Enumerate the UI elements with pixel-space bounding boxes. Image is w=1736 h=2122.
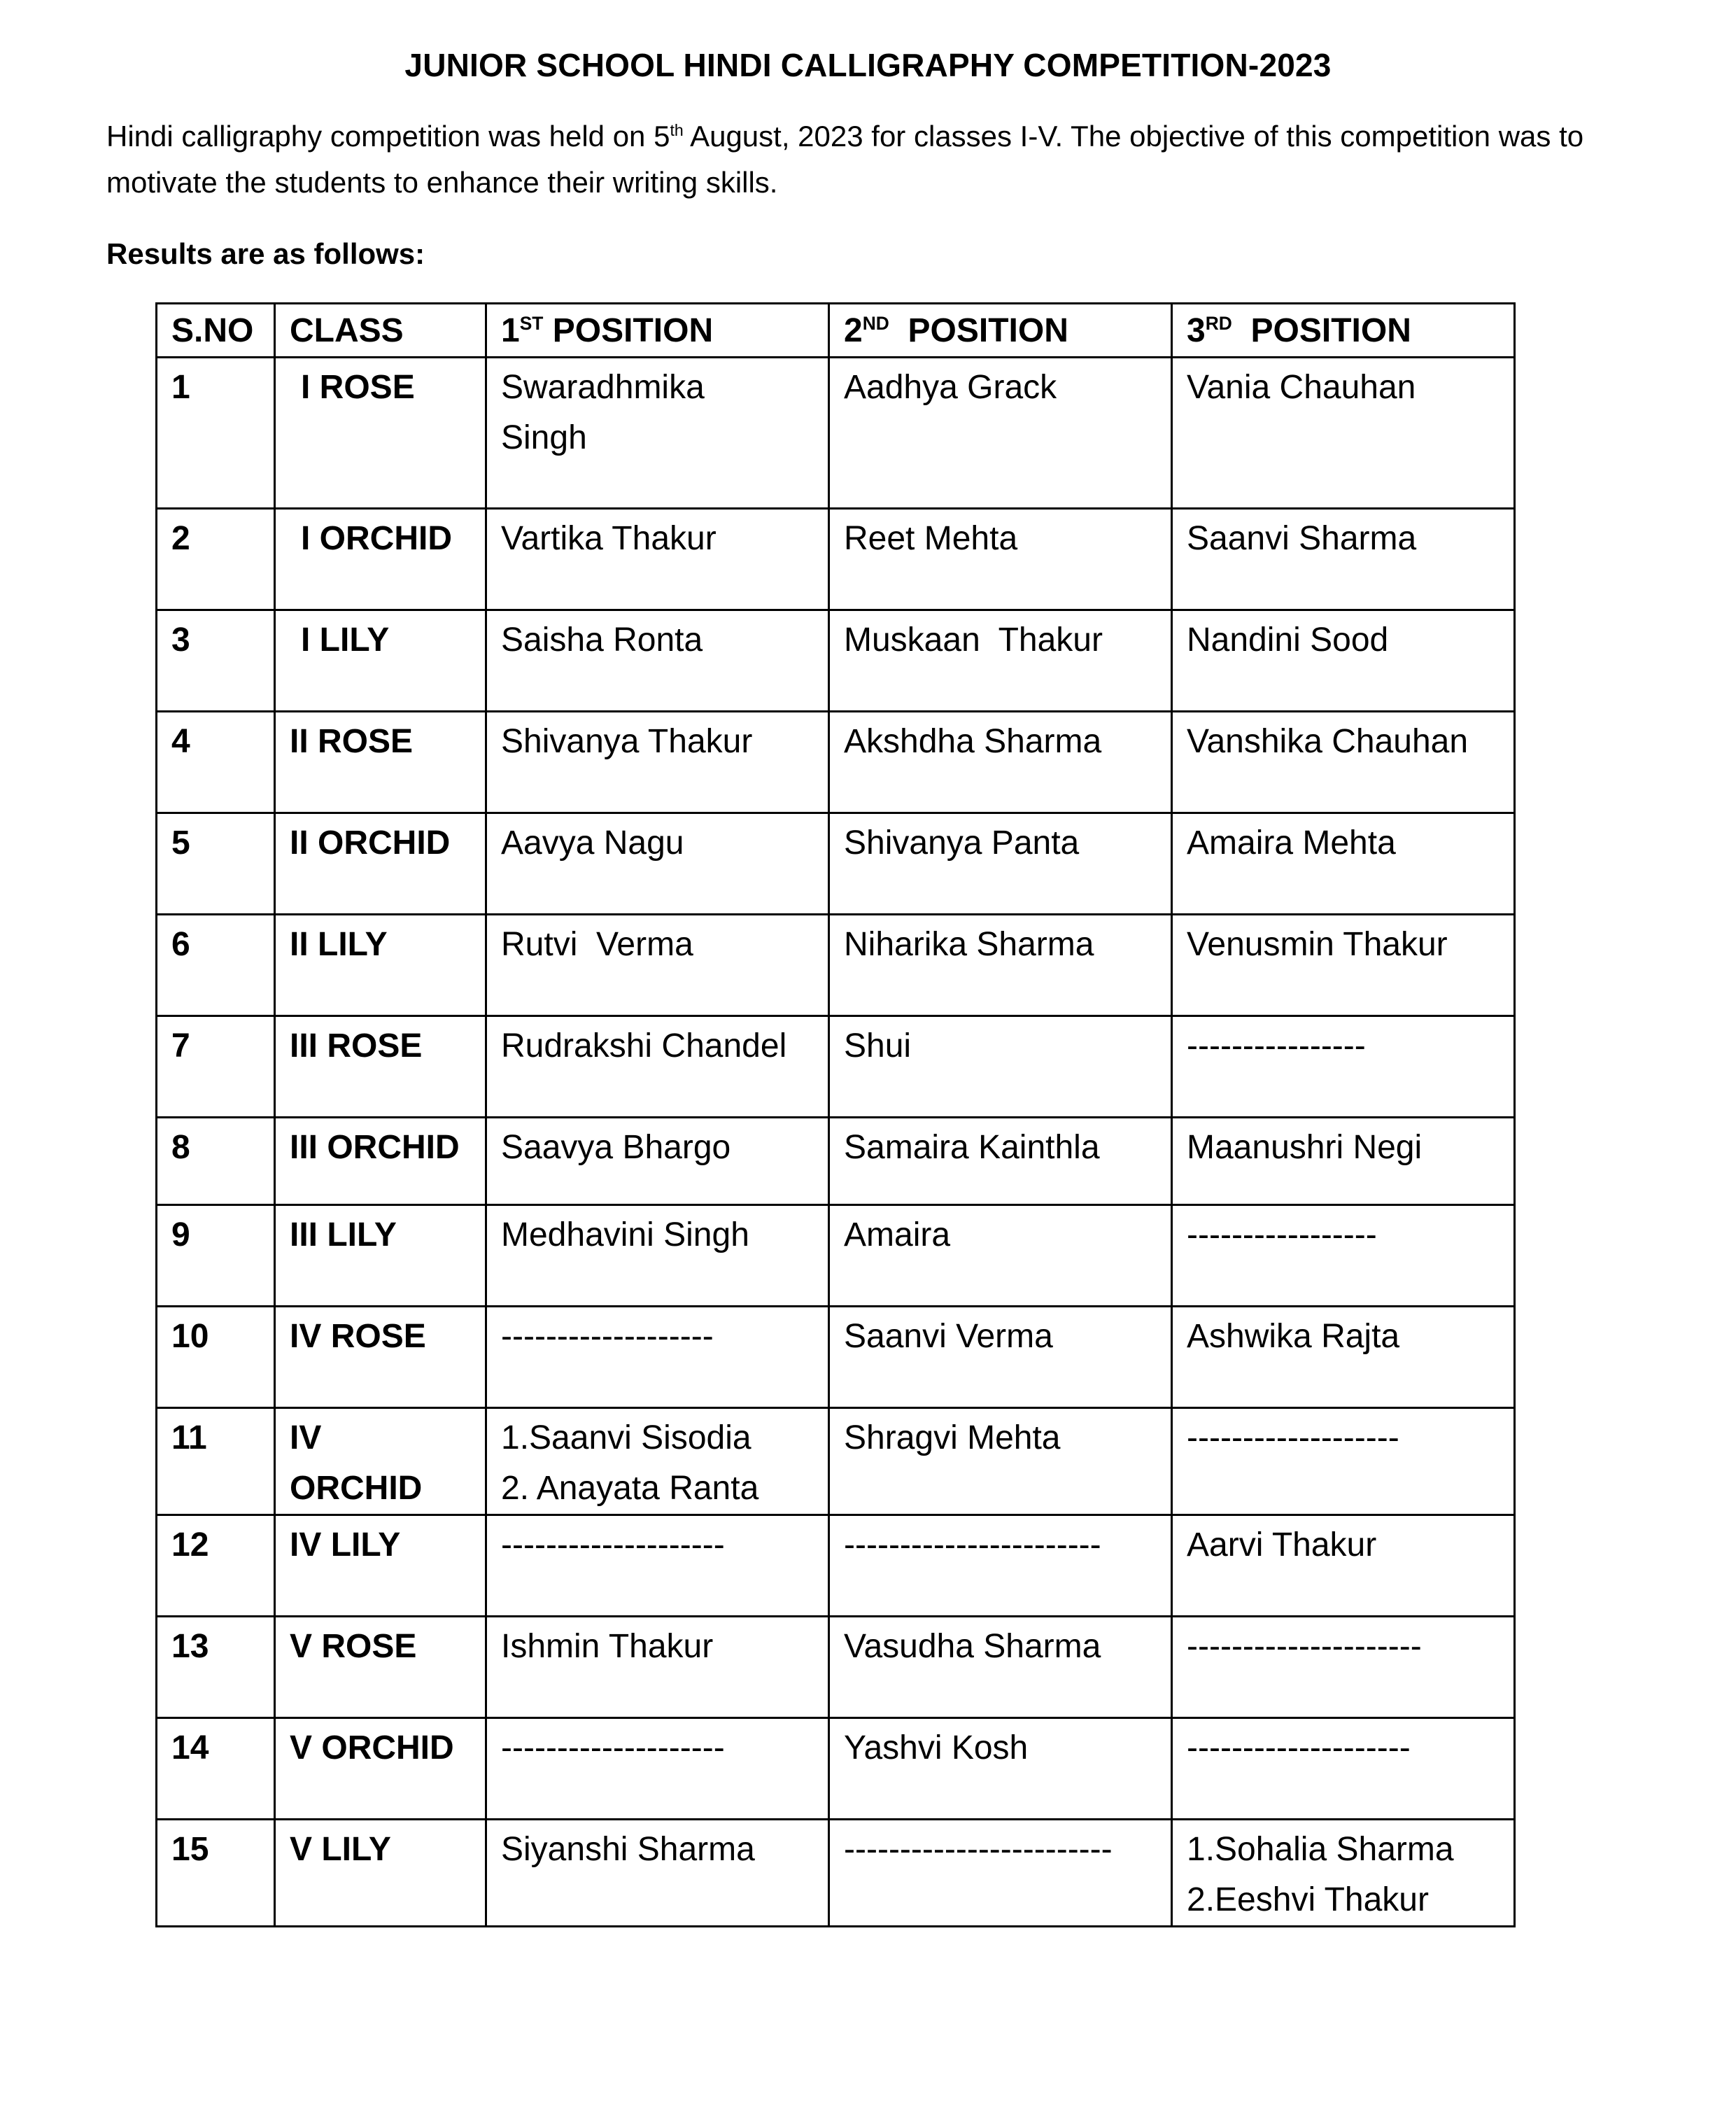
cell-first-position: [486, 813, 829, 915]
cell-sno: 7: [157, 1016, 275, 1118]
header-second-word: POSITION: [889, 312, 1068, 349]
cell-class: V ORCHID: [275, 1718, 486, 1820]
cell-second-position: [829, 1307, 1172, 1408]
cell-class: I LILY: [275, 610, 486, 712]
cell-class: III LILY: [275, 1205, 486, 1307]
cell-first-position: [486, 610, 829, 712]
cell-text-line: Saisha Ronta: [501, 621, 703, 659]
cell-text-line: Venusmin Thakur: [1187, 926, 1448, 963]
cell-text-line: -----------------: [1187, 1216, 1377, 1253]
cell-third-position: [1172, 1515, 1515, 1617]
cell-text-line: Saanvi Verma: [844, 1318, 1053, 1355]
cell-third-position: [1172, 509, 1515, 610]
cell-sno: 13: [157, 1617, 275, 1718]
cell-text-line: ----------------: [1187, 1027, 1366, 1064]
header-first-word: POSITION: [543, 312, 714, 349]
cell-third-position: [1172, 1205, 1515, 1307]
cell-sno: 6: [157, 915, 275, 1016]
cell-text-line: Niharika Sharma: [844, 926, 1094, 963]
cell-text-line: -----------------------: [844, 1526, 1101, 1564]
cell-text-line: Shragvi Mehta: [844, 1419, 1061, 1456]
cell-third-position: [1172, 1307, 1515, 1408]
intro-text-start: Hindi calligraphy competition was held on 5: [106, 120, 670, 153]
cell-text-line: Rutvi Verma: [501, 926, 693, 963]
table-row: [157, 813, 1515, 915]
cell-second-position: [829, 1617, 1172, 1718]
cell-text-line: 1.Saanvi Sisodia: [501, 1419, 751, 1456]
header-third-position: [1172, 304, 1515, 358]
cell-second-position: [829, 509, 1172, 610]
cell-first-position: [486, 1408, 829, 1515]
cell-sno: 3: [157, 610, 275, 712]
cell-text-line: Amaira Mehta: [1187, 824, 1396, 862]
cell-first-position: [486, 1118, 829, 1205]
cell-text-line: Vasudha Sharma: [844, 1628, 1101, 1665]
cell-sno: 8: [157, 1118, 275, 1205]
table-row: [157, 915, 1515, 1016]
cell-sno: 2: [157, 509, 275, 610]
header-second-number: 2: [844, 312, 863, 349]
cell-second-position: [829, 712, 1172, 813]
cell-text-line: Vania Chauhan: [1187, 369, 1416, 406]
cell-first-position: [486, 1718, 829, 1820]
table-row: [157, 1016, 1515, 1118]
cell-text-line: --------------------: [501, 1729, 725, 1766]
table-row: [157, 1515, 1515, 1617]
cell-text-line: Amaira: [844, 1216, 951, 1253]
header-first-number: 1: [501, 312, 520, 349]
header-first-suffix: ST: [519, 313, 544, 334]
cell-first-position: [486, 358, 829, 509]
cell-class: II LILY: [275, 915, 486, 1016]
cell-first-position: [486, 915, 829, 1016]
cell-text-line: Shivanya Panta: [844, 824, 1080, 862]
cell-third-position: [1172, 1408, 1515, 1515]
table-row: [157, 1408, 1515, 1515]
cell-first-position: [486, 509, 829, 610]
cell-first-position: [486, 712, 829, 813]
table-row: [157, 509, 1515, 610]
cell-text-line: Saavya Bhargo: [501, 1129, 731, 1166]
results-label: Results are as follows:: [106, 237, 425, 270]
cell-class: IV ROSE: [275, 1307, 486, 1408]
cell-third-position: [1172, 1016, 1515, 1118]
table-row: [157, 1617, 1515, 1718]
cell-text-line: Siyanshi Sharma: [501, 1831, 755, 1868]
cell-text-line: Maanushri Negi: [1187, 1129, 1423, 1166]
table-row: [157, 1205, 1515, 1307]
cell-second-position: [829, 813, 1172, 915]
cell-second-position: [829, 1820, 1172, 1927]
cell-first-position: [486, 1617, 829, 1718]
table-row: [157, 1820, 1515, 1927]
header-third-word: POSITION: [1232, 312, 1411, 349]
cell-text-line: --------------------: [1187, 1729, 1411, 1766]
results-table: [155, 302, 1516, 1927]
cell-text-line: Aavya Nagu: [501, 824, 684, 862]
cell-text-line: Vanshika Chauhan: [1187, 723, 1469, 760]
cell-text-line: 2. Anayata Ranta: [501, 1470, 759, 1507]
cell-second-position: [829, 1118, 1172, 1205]
cell-class: III ORCHID: [275, 1118, 486, 1205]
cell-text-line: Swaradhmika: [501, 369, 705, 406]
cell-class: II ORCHID: [275, 813, 486, 915]
cell-class: V ROSE: [275, 1617, 486, 1718]
header-second-position: [829, 304, 1172, 358]
cell-text-line: Muskaan Thakur: [844, 621, 1103, 659]
cell-third-position: [1172, 358, 1515, 509]
cell-third-position: [1172, 813, 1515, 915]
cell-sno: 10: [157, 1307, 275, 1408]
cell-text-line: Akshdha Sharma: [844, 723, 1102, 760]
header-class: CLASS: [275, 304, 486, 358]
cell-second-position: [829, 610, 1172, 712]
cell-first-position: [486, 1307, 829, 1408]
cell-sno: 12: [157, 1515, 275, 1617]
table-row: [157, 610, 1515, 712]
cell-second-position: [829, 1718, 1172, 1820]
cell-class: I ROSE: [275, 358, 486, 509]
cell-second-position: [829, 358, 1172, 509]
cell-text-line: 1.Sohalia Sharma: [1187, 1831, 1454, 1868]
cell-first-position: [486, 1016, 829, 1118]
cell-text-line: 2.Eeshvi Thakur: [1187, 1881, 1429, 1918]
cell-text-line: Ashwika Rajta: [1187, 1318, 1400, 1355]
cell-third-position: [1172, 1820, 1515, 1927]
cell-class: IV LILY: [275, 1515, 486, 1617]
cell-text-line: Shui: [844, 1027, 912, 1064]
cell-text-line: IV: [290, 1419, 322, 1456]
cell-third-position: [1172, 1118, 1515, 1205]
table-row: [157, 1307, 1515, 1408]
header-second-suffix: ND: [862, 313, 889, 334]
table-row: [157, 1718, 1515, 1820]
cell-text-line: Yashvi Kosh: [844, 1729, 1029, 1766]
cell-text-line: Shivanya Thakur: [501, 723, 753, 760]
header-third-number: 3: [1187, 312, 1206, 349]
cell-text-line: --------------------: [501, 1526, 725, 1564]
cell-sno: 14: [157, 1718, 275, 1820]
cell-third-position: [1172, 915, 1515, 1016]
cell-second-position: [829, 915, 1172, 1016]
cell-text-line: Reet Mehta: [844, 520, 1018, 557]
table-header-row: [157, 304, 1515, 358]
cell-text-line: -------------------: [1187, 1419, 1399, 1456]
intro-paragraph: [106, 113, 1667, 206]
header-sno: S.NO: [157, 304, 275, 358]
cell-text-line: ------------------------: [844, 1831, 1113, 1868]
cell-second-position: [829, 1016, 1172, 1118]
page-title: JUNIOR SCHOOL HINDI CALLIGRAPHY COMPETITION-2023: [404, 47, 1332, 83]
cell-text-line: Nandini Sood: [1187, 621, 1389, 659]
cell-class: III ROSE: [275, 1016, 486, 1118]
intro-date-superscript: th: [670, 121, 684, 139]
cell-text-line: Singh: [501, 419, 587, 456]
cell-text-line: -------------------: [501, 1318, 714, 1355]
cell-first-position: [486, 1205, 829, 1307]
cell-text-line: ORCHID: [290, 1470, 423, 1507]
cell-sno: 9: [157, 1205, 275, 1307]
cell-class: I ORCHID: [275, 509, 486, 610]
results-table-body: [157, 358, 1515, 1927]
header-first-position: [486, 304, 829, 358]
cell-text-line: Rudrakshi Chandel: [501, 1027, 787, 1064]
table-row: [157, 712, 1515, 813]
cell-sno: 1: [157, 358, 275, 509]
cell-third-position: [1172, 1718, 1515, 1820]
cell-sno: 11: [157, 1408, 275, 1515]
cell-class: V LILY: [275, 1820, 486, 1927]
table-row: [157, 358, 1515, 509]
cell-third-position: [1172, 610, 1515, 712]
cell-first-position: [486, 1820, 829, 1927]
cell-second-position: [829, 1408, 1172, 1515]
intro-text-end: August, 2023 for classes I-V. The objective of this competition was to motivate the students to enhance their writing skills.: [106, 120, 1584, 199]
cell-sno: 4: [157, 712, 275, 813]
cell-second-position: [829, 1205, 1172, 1307]
cell-second-position: [829, 1515, 1172, 1617]
cell-sno: 5: [157, 813, 275, 915]
cell-third-position: [1172, 712, 1515, 813]
cell-text-line: Medhavini Singh: [501, 1216, 749, 1253]
cell-text-line: Vartika Thakur: [501, 520, 717, 557]
cell-text-line: Samaira Kainthla: [844, 1129, 1100, 1166]
cell-first-position: [486, 1515, 829, 1617]
cell-text-line: Saanvi Sharma: [1187, 520, 1417, 557]
cell-text-line: Ishmin Thakur: [501, 1628, 714, 1665]
cell-text-line: Aadhya Grack: [844, 369, 1057, 406]
cell-class: II ROSE: [275, 712, 486, 813]
cell-text-line: ---------------------: [1187, 1628, 1422, 1665]
cell-sno: 15: [157, 1820, 275, 1927]
cell-text-line: Aarvi Thakur: [1187, 1526, 1377, 1564]
cell-class: [275, 1408, 486, 1515]
header-third-suffix: RD: [1205, 313, 1232, 334]
cell-third-position: [1172, 1617, 1515, 1718]
table-row: [157, 1118, 1515, 1205]
